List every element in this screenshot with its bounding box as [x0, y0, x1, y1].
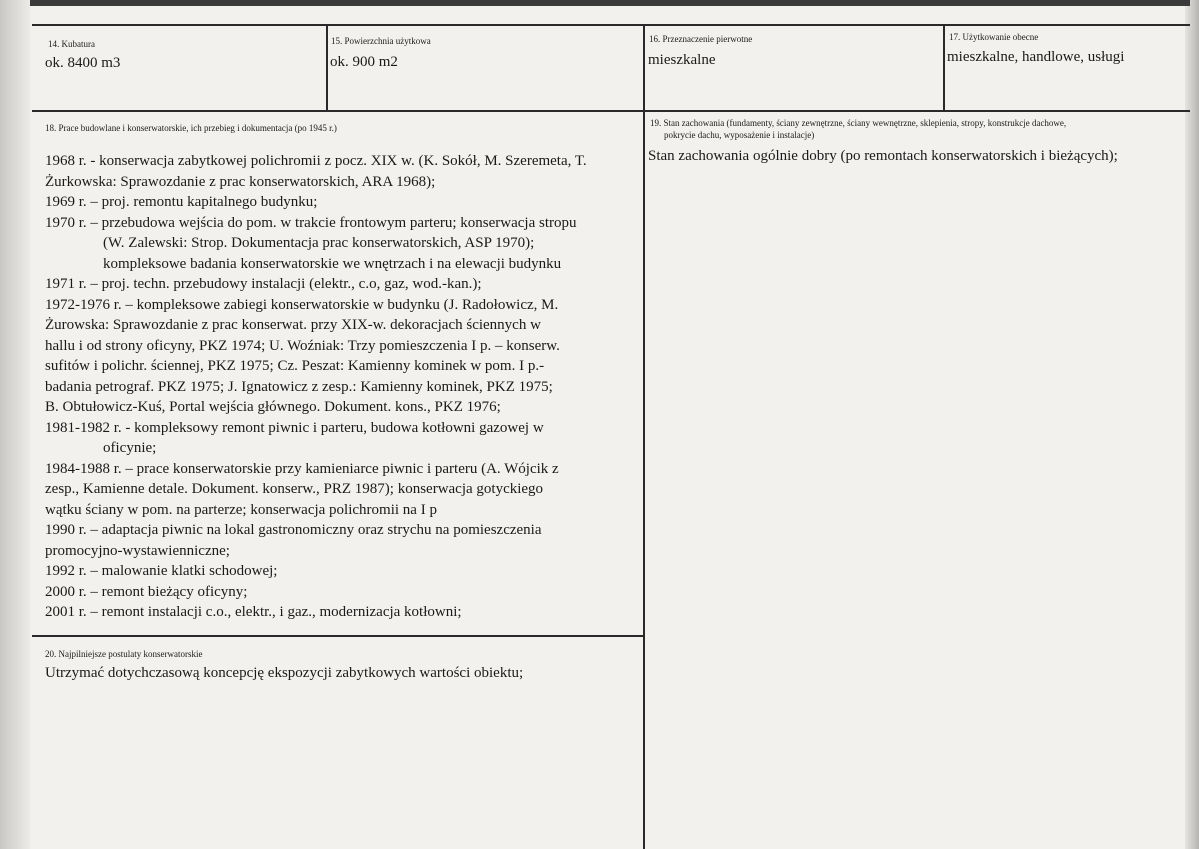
powierzchnia-value: ok. 900 m2	[330, 54, 398, 70]
history-line: sufitów i polichr. ściennej, PKZ 1975; Cz. Peszat: Kamienny kominek w pom. I p.-	[45, 358, 545, 374]
przeznaczenie-value: mieszkalne	[648, 52, 716, 68]
page-edge-left	[0, 0, 30, 849]
rule-v-643	[643, 24, 645, 849]
history-line: Żurowska: Sprawozdanie z prac konserwat. przy XIX-w. dekoracjach ściennych w	[45, 317, 541, 333]
rule-v-943	[943, 24, 945, 112]
history-line: (W. Zalewski: Strop. Dokumentacja prac konserwatorskich, ASP 1970);	[103, 235, 535, 251]
rule-v-326	[326, 24, 328, 112]
rule-sec18-bottom	[32, 635, 645, 637]
sec18-history	[45, 151, 642, 623]
history-line: 1990 r. – adaptacja piwnic na lokal gastronomiczny oraz strychu na pomieszczenia	[45, 522, 542, 538]
sec18-label: 18. Prace budowlane i konserwatorskie, ich przebieg i dokumentacja (po 1945 r.)	[45, 123, 337, 133]
sec19-label	[650, 117, 1190, 141]
history-line: Żurkowska: Sprawozdanie z prac konserwatorskich, ARA 1968);	[45, 173, 436, 190]
powierzchnia-label: 15. Powierzchnia użytkowa	[331, 36, 431, 46]
history-line: 1981-1982 r. - kompleksowy remont piwnic i parteru, budowa kotłowni gazowej w	[45, 419, 544, 436]
history-line: hallu i od strony oficyny, PKZ 1974; U. Woźniak: Trzy pomieszczenia I p. – konserw.	[45, 337, 560, 354]
history-line: zesp., Kamienne detale. Dokument. konserw., PRZ 1987); konserwacja gotyckiego	[45, 481, 544, 497]
top-strip	[30, 0, 1190, 6]
history-line: oficynie;	[103, 440, 157, 456]
kubatura-value: ok. 8400 m3	[45, 55, 121, 71]
history-line: kompleksowe badania konserwatorskie we wnętrzach i na elewacji budynku	[103, 255, 562, 272]
rule-top	[32, 24, 1190, 26]
rule-row1-bottom	[32, 110, 1190, 112]
kubatura-label: 14. Kubatura	[48, 39, 95, 49]
history-line: badania petrograf. PKZ 1975; J. Ignatowicz z zesp.: Kamienny kominek, PKZ 1975;	[45, 378, 553, 395]
history-line: 1972-1976 r. – kompleksowe zabiegi konserwatorskie w budynku (J. Radołowicz, M.	[45, 296, 559, 313]
przeznaczenie-label: 16. Przeznaczenie pierwotne	[649, 34, 753, 44]
history-line: B. Obtułowicz-Kuś, Portal wejścia głównego. Dokument. kons., PKZ 1976;	[45, 399, 501, 415]
history-line: 2000 r. – remont bieżący oficyny;	[45, 583, 248, 600]
history-line: 2001 r. – remont instalacji c.o., elektr., i gaz., modernizacja kotłowni;	[45, 604, 462, 620]
sec19-label-line2: pokrycie dachu, wyposażenie i instalacje)	[664, 130, 815, 140]
history-line: 1968 r. - konserwacja zabytkowej polichromii z pocz. XIX w. (K. Sokół, M. Szeremeta, T.	[45, 153, 587, 169]
history-line: 1969 r. – proj. remontu kapitalnego budynku;	[45, 194, 318, 210]
history-line: 1992 r. – malowanie klatki schodowej;	[45, 563, 278, 579]
sec20-value: Utrzymać dotychczasową koncepcję ekspozycji zabytkowych wartości obiektu;	[45, 665, 524, 681]
history-line: 1970 r. – przebudowa wejścia do pom. w trakcie frontowym parteru; konserwacja stropu	[45, 214, 577, 231]
history-line: promocyjno-wystawienniczne;	[45, 542, 230, 559]
sec20-label: 20. Najpilniejsze postulaty konserwatorskie	[45, 649, 203, 659]
history-line: 1984-1988 r. – prace konserwatorskie przy kamieniarce piwnic i parteru (A. Wójcik z	[45, 460, 559, 477]
uzytkowanie-label: 17. Użytkowanie obecne	[949, 32, 1039, 42]
uzytkowanie-value: mieszkalne, handlowe, usługi	[947, 49, 1125, 65]
sec19-label-line1: 19. Stan zachowania (fundamenty, ściany zewnętrzne, ściany wewnętrzne, sklepienia, stropy, konstrukcje dachowe,	[650, 118, 1067, 128]
sec19-value: Stan zachowania ogólnie dobry (po remontach konserwatorskich i bieżących);	[648, 148, 1118, 164]
history-line: wątku ściany w pom. na parterze; konserwacja polichromii na I p	[45, 501, 437, 518]
history-line: 1971 r. – proj. techn. przebudowy instalacji (elektr., c.o, gaz, wod.-kan.);	[45, 276, 482, 292]
